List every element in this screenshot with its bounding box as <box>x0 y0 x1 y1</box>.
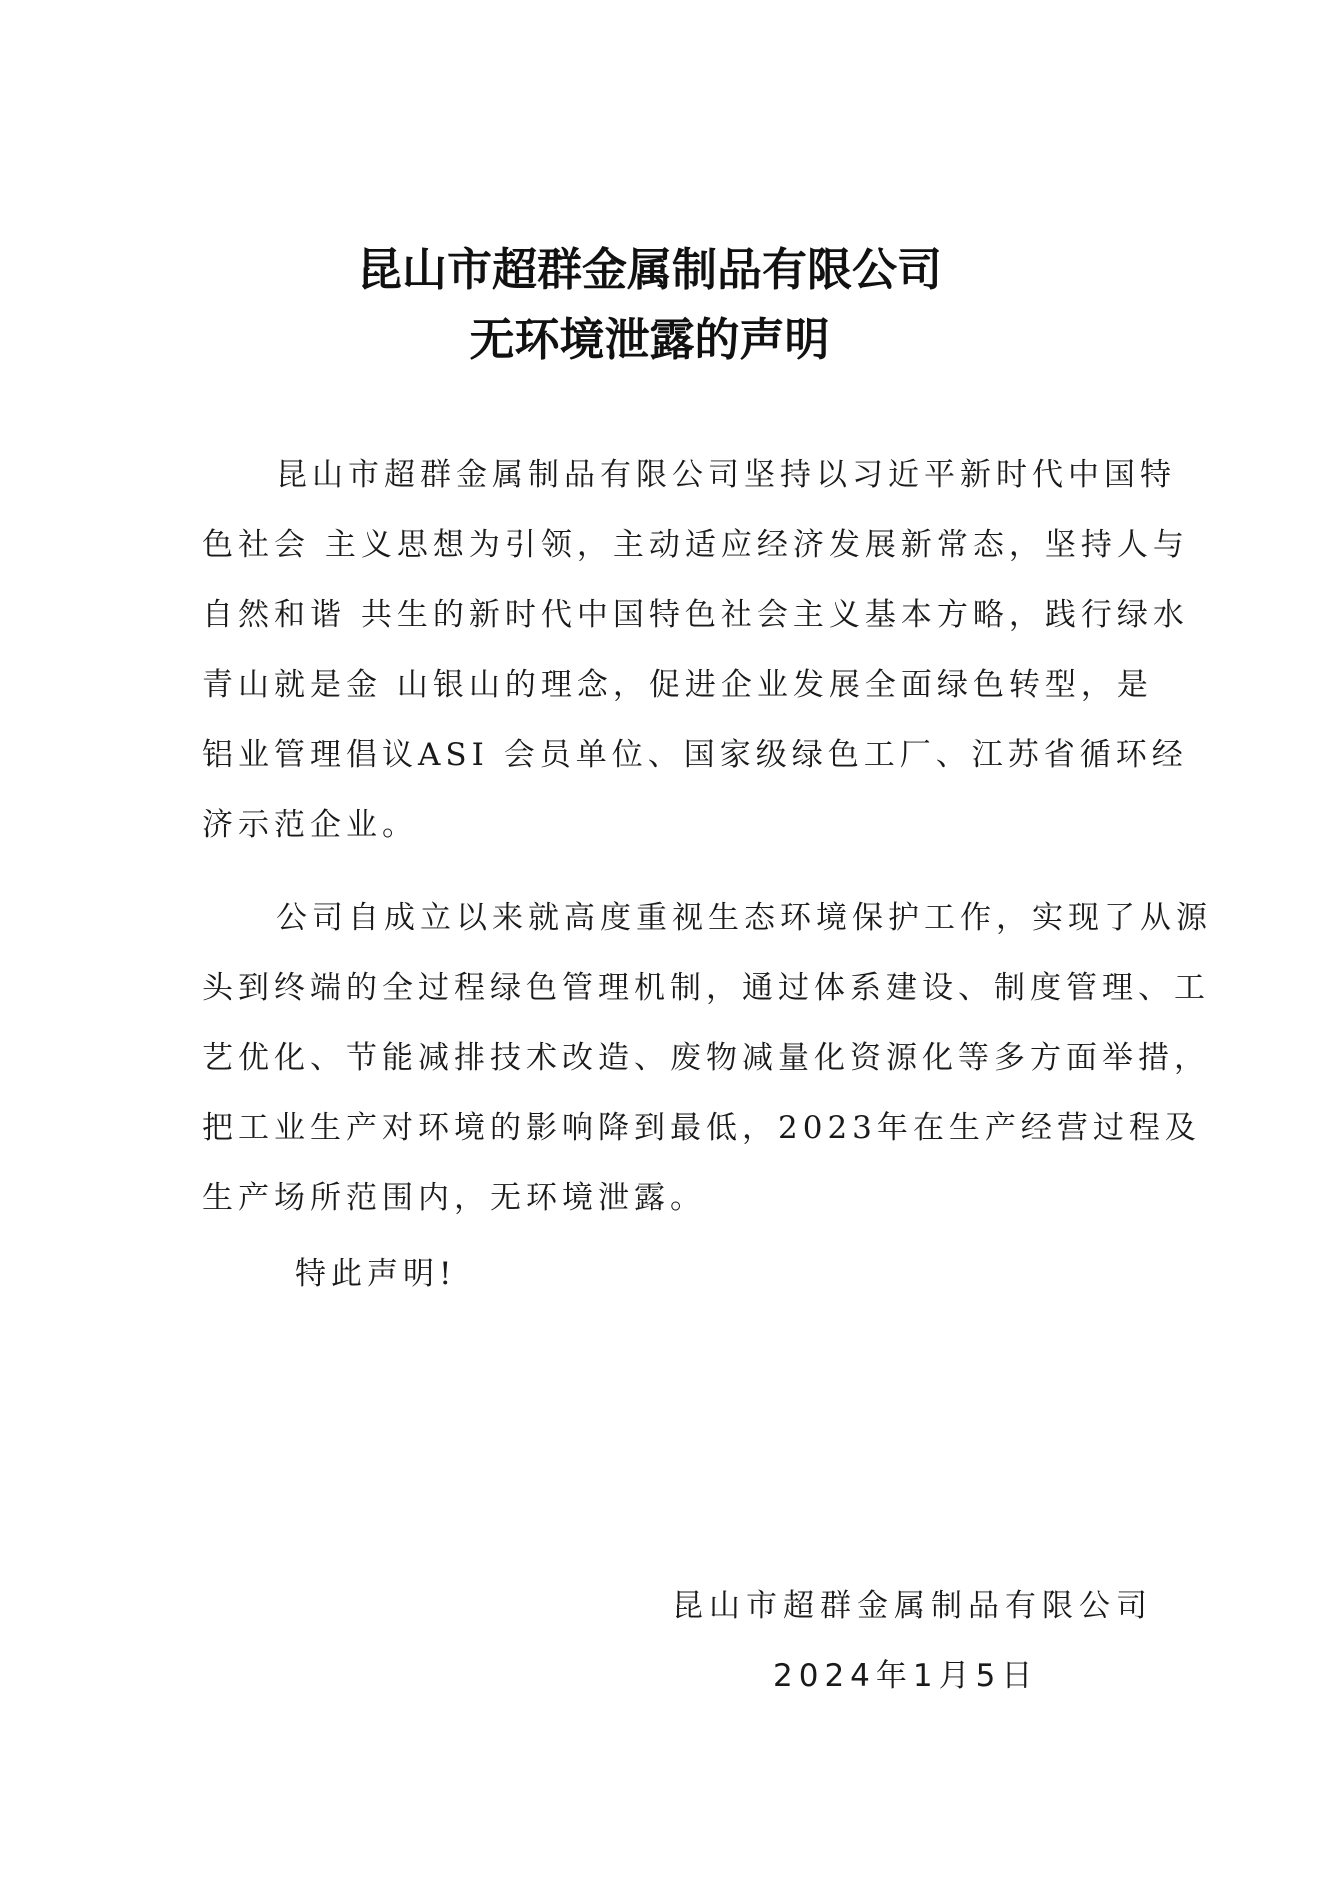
paragraph-1-line: 色社会 主义思想为引领，主动适应经济发展新常态，坚持人与 <box>202 527 1189 563</box>
signature-date: 2024年1月5日 <box>773 1658 1039 1694</box>
document-body <box>202 440 1212 1233</box>
paragraph-1-line: 济示范企业。 <box>202 807 418 843</box>
paragraph-spacer <box>202 860 1192 883</box>
document-title <box>0 235 1339 375</box>
paragraph-2-line: 公司自成立以来就高度重视生态环境保护工作，实现了从源 <box>276 900 1212 936</box>
paragraph-1-line: 铝业管理倡议ASI 会员单位、国家级绿色工厂、江苏省循环经 <box>202 737 1188 773</box>
paragraph-2-line: 把工业生产对环境的影响降到最低，2023年在生产经营过程及 <box>202 1110 1201 1146</box>
title-line-subject: 无环境泄露的声明 <box>469 313 830 366</box>
paragraph-2-line: 生产场所范围内，无环境泄露。 <box>202 1180 706 1216</box>
paragraph-1 <box>202 440 1192 860</box>
paragraph-2-line: 头到终端的全过程绿色管理机制，通过体系建设、制度管理、工 <box>202 970 1210 1006</box>
title-line-company: 昆山市超群金属制品有限公司 <box>356 243 942 296</box>
declaration-text: 特此声明! <box>295 1256 457 1292</box>
paragraph-1-line: 青山就是金 山银山的理念，促进企业发展全面绿色转型，是 <box>202 667 1153 703</box>
paragraph-1-line: 昆山市超群金属制品有限公司坚持以习近平新时代中国特 <box>276 457 1176 493</box>
signature-company: 昆山市超群金属制品有限公司 <box>672 1588 1153 1624</box>
paragraph-1-line: 自然和谐 共生的新时代中国特色社会主义基本方略，践行绿水 <box>202 597 1189 633</box>
paragraph-2-line: 艺优化、节能减排技术改造、废物减量化资源化等多方面举措， <box>202 1040 1210 1076</box>
paragraph-2 <box>202 883 1212 1233</box>
